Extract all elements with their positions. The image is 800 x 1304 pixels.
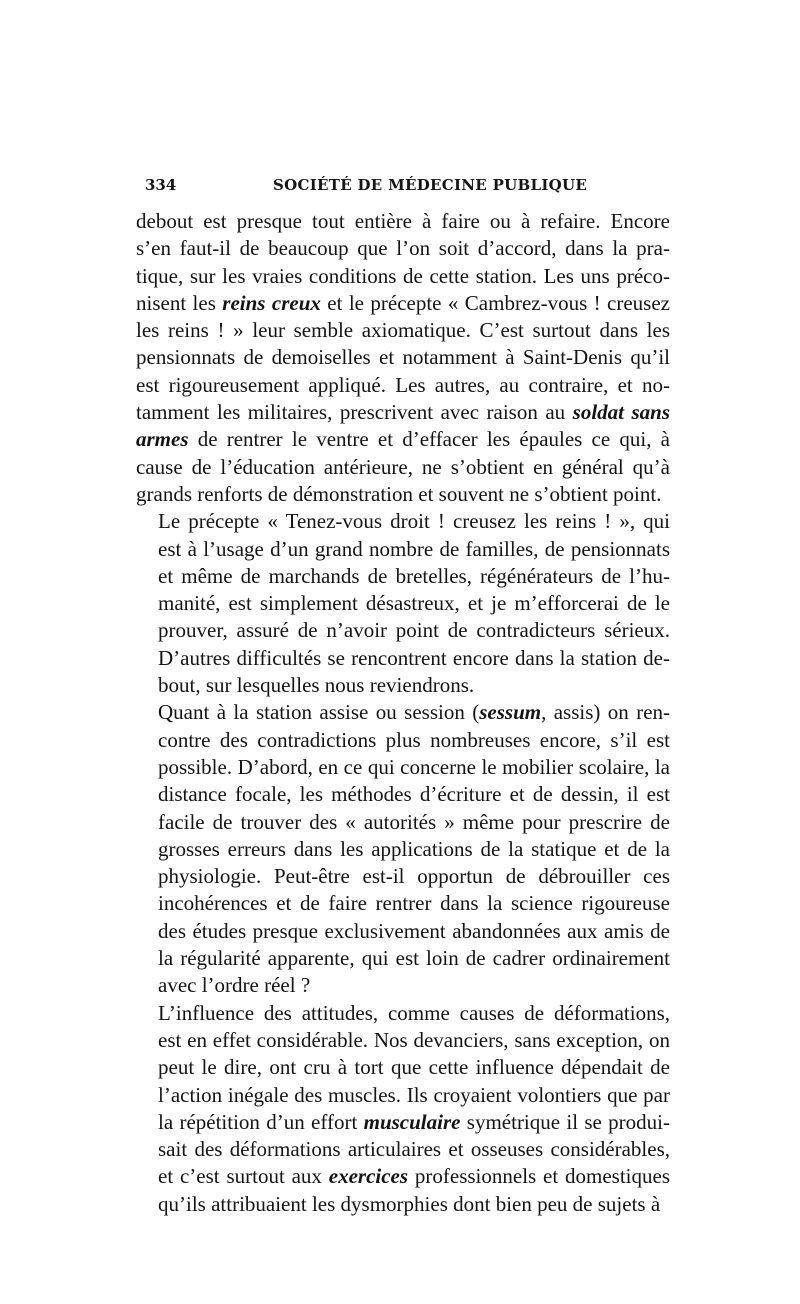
text-line: la répétition d’un effort musculaire symétrique il se produi- [158,1109,670,1134]
text-line: des études presque exclusivement abandonnées aux amis de [158,918,670,943]
italic-emphasis: musculaire [363,1109,461,1134]
text-line: Quant à la station assise ou session (sessum, assis) on ren- [158,700,671,725]
text-line: distance focale, les méthodes d’écriture et de dessin, il est [158,782,670,807]
text-line: l’action inégale des muscles. Ils croyaient volontiers que par [158,1082,670,1107]
text-line: facile de trouver des « autorités » même pour prescrire de [158,809,670,834]
text-line: prouver, assuré de n’avoir point de contradicteurs sérieux. [158,618,670,643]
text-line: grands renforts de démonstration et souvent ne s’obtient point. [136,481,662,506]
text-line: bout, sur lesquelles nous reviendrons. [158,673,475,698]
text-line: est à l’usage d’un grand nombre de familles, de pensionnats [158,536,670,561]
text-line: Le précepte « Tenez-vous droit ! creusez les reins ! », qui [158,509,670,534]
text-line: la régularité apparente, qui est loin de cadrer ordinairement [158,946,670,971]
page-number: 334 [145,176,177,194]
italic-emphasis: exercices [328,1164,409,1189]
text-line: armes de rentrer le ventre et d’effacer les épaules ce qui, à [136,427,670,452]
text-line: et même de marchands de bretelles, régénérateurs de l’hu- [158,563,670,588]
italic-emphasis: sessum [479,700,542,725]
text-line: s’en faut-il de beaucoup que l’on soit d’accord, dans la pra- [136,236,670,261]
text-line: incohérences et de faire rentrer dans la science rigoureuse [158,891,670,916]
text-line: debout est presque tout entière à faire ou à refaire. Encore [136,209,670,233]
text-line: L’influence des attitudes, comme causes de déformations, [158,1000,670,1025]
running-title: SOCIÉTÉ DE MÉDECINE PUBLIQUE [273,176,588,194]
text-line: tamment les militaires, prescrivent avec raison au soldat sans [136,400,671,425]
text-line: sait des déformations articulaires et osseuses considérables, [158,1137,670,1162]
body-text [136,208,670,1218]
italic-emphasis: armes [136,427,189,452]
paragraph [136,1000,670,1218]
text-line: peut le dire, ont cru à tort que cette influence dépendait de [158,1055,670,1080]
text-line: est rigoureusement appliqué. Les autres, au contraire, et no- [136,372,670,397]
text-line: possible. D’abord, en ce qui concerne le mobilier scolaire, la [158,754,670,779]
text-line: contre des contradictions plus nombreuses encore, s’il est [158,727,670,752]
text-line: avec l’ordre réel ? [158,973,311,998]
paragraph [136,208,670,508]
text-line: physiologie. Peut-être est-il opportun de débrouiller ces [158,864,670,889]
text-line: cause de l’éducation antérieure, ne s’obtient en général qu’à [136,454,670,479]
text-line: manité, est simplement désastreux, et je m’efforcerai de le [158,591,670,616]
paragraph [136,699,670,999]
text-line: qu’ils attribuaient les dysmorphies dont bien peu de sujets à [158,1191,661,1216]
text-line: tique, sur les vraies conditions de cette station. Les uns préco- [136,263,670,288]
text-line: D’autres difficultés se rencontrent encore dans la station de- [158,645,670,670]
running-head [145,176,667,200]
italic-emphasis: soldat sans [572,400,671,425]
text-line: grosses erreurs dans les applications de la statique et de la [158,836,670,861]
text-line: est en effet considérable. Nos devanciers, sans exception, on [158,1027,670,1052]
italic-emphasis: reins creux [222,290,321,315]
text-line: les reins ! » leur semble axiomatique. C’est surtout dans les [136,318,670,343]
text-line: et c’est surtout aux exercices professionnels et domestiques [158,1164,670,1189]
text-line: nisent les reins creux et le précepte « Cambrez-vous ! creusez [136,290,670,315]
text-line: pensionnats de demoiselles et notamment à Saint-Denis qu’il [136,345,670,370]
paragraph [136,508,670,699]
